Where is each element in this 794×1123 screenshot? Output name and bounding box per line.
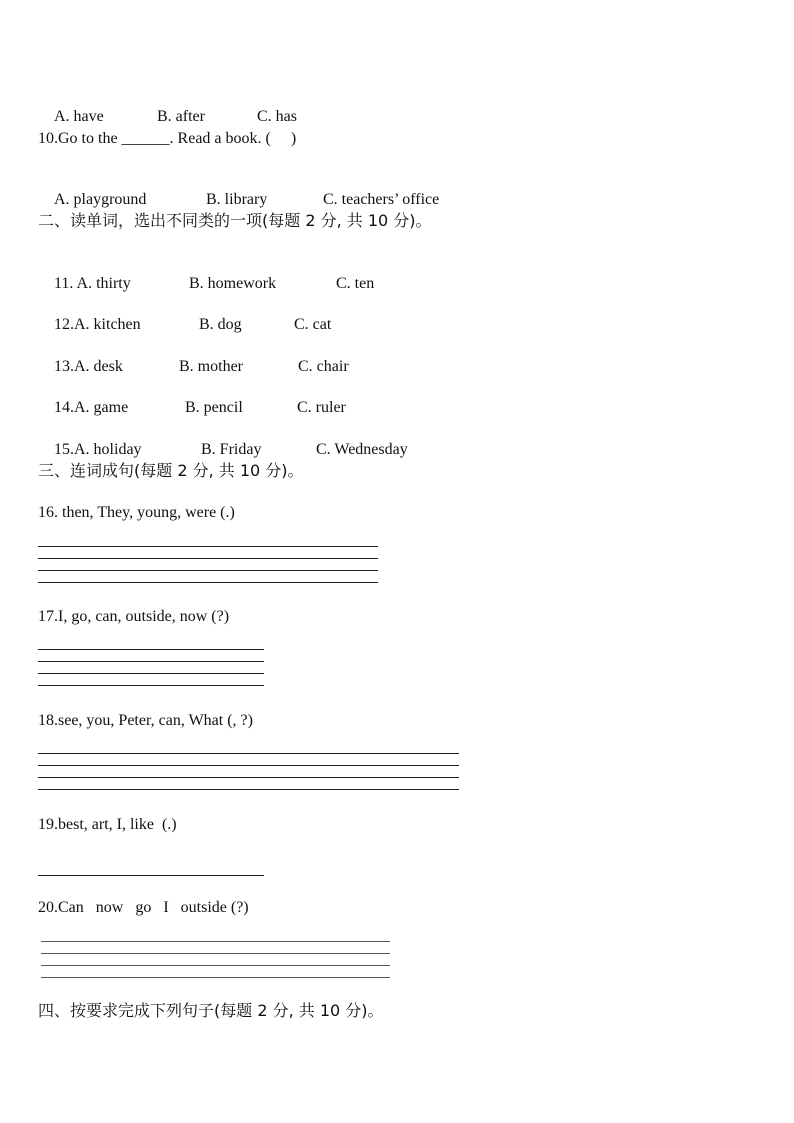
- q15-option-c: C. Wednesday: [316, 441, 408, 458]
- q16-answer-lines[interactable]: [38, 546, 378, 583]
- q14-option-c: C. ruler: [297, 399, 346, 416]
- q16-prompt: 16. then, They, young, were (.): [38, 504, 235, 521]
- q18-answer-lines[interactable]: [38, 753, 459, 790]
- q17-prompt: 17.I, go, can, outside, now (?): [38, 608, 230, 625]
- q10-stem: 10.Go to the ______. Read a book. ( ): [38, 130, 297, 147]
- q9-option-b: B. after: [157, 108, 205, 125]
- q20-answer-lines[interactable]: [41, 941, 390, 978]
- section-3-heading: 三、连词成句(每题 2 分, 共 10 分)。: [38, 461, 304, 480]
- q18-prompt: 18.see, you, Peter, can, What (, ?): [38, 712, 253, 729]
- q17-answer-lines[interactable]: [38, 649, 264, 686]
- q15-option-a: 15.A. holiday: [54, 441, 142, 458]
- q10-option-c: C. teachers’ office: [323, 191, 440, 208]
- q11-option-b: B. homework: [189, 275, 277, 292]
- q9-option-c: C. has: [257, 108, 297, 125]
- q19-answer-line[interactable]: [38, 875, 264, 876]
- q14-option-b: B. pencil: [185, 399, 243, 416]
- q11-option-c: C. ten: [336, 275, 375, 292]
- q11-option-a: 11. A. thirty: [54, 275, 131, 292]
- q13-option-b: B. mother: [179, 358, 243, 375]
- q9-option-a: A. have: [54, 108, 104, 125]
- q10-option-a: A. playground: [54, 191, 147, 208]
- q14-option-a: 14.A. game: [54, 399, 129, 416]
- q12-option-c: C. cat: [294, 316, 332, 333]
- section-2-heading: 二、读单词，选出不同类的一项(每题 2 分, 共 10 分)。: [38, 211, 432, 230]
- q20-prompt: 20.Can now go I outside (?): [38, 899, 249, 916]
- q15-option-b: B. Friday: [201, 441, 262, 458]
- section-4-heading: 四、按要求完成下列句子(每题 2 分, 共 10 分)。: [38, 1001, 384, 1020]
- q13-option-c: C. chair: [298, 358, 349, 375]
- q10-option-b: B. library: [206, 191, 268, 208]
- q19-prompt: 19.best, art, I, like (.): [38, 816, 177, 833]
- q12-option-a: 12.A. kitchen: [54, 316, 141, 333]
- q13-option-a: 13.A. desk: [54, 358, 123, 375]
- q12-option-b: B. dog: [199, 316, 242, 333]
